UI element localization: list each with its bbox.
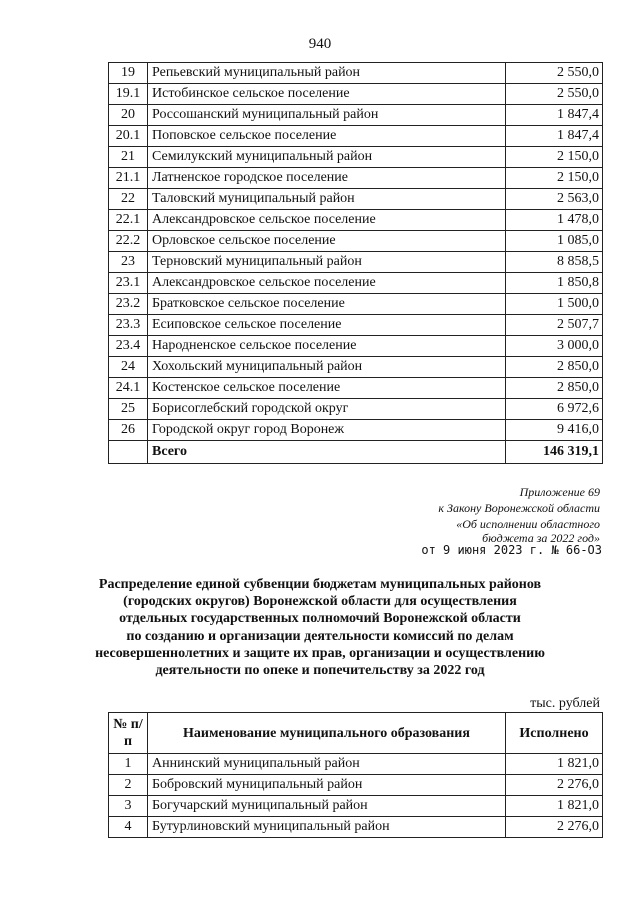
row-num-cell: 21.1 — [109, 168, 148, 189]
table-row — [109, 420, 603, 441]
appendix-line-1: Приложение 69 — [519, 485, 600, 499]
row-num-cell: 23.2 — [109, 294, 148, 315]
appendix-line-3: «Об исполнении областного — [456, 517, 600, 531]
title-line: несовершеннолетних и защите их прав, организации и осуществлению — [95, 645, 545, 661]
row-name-cell: Народненское сельское поселение — [148, 336, 506, 357]
row-num-cell: 24.1 — [109, 378, 148, 399]
title-line: отдельных государственных полномочий Воронежской области — [119, 611, 521, 627]
row-num-cell: 25 — [109, 399, 148, 420]
row-num-cell: 1 — [109, 754, 148, 775]
subvention-table — [108, 712, 603, 838]
table-header-row — [109, 713, 603, 754]
row-value-cell: 3 000,0 — [506, 336, 603, 357]
title-line: Распределение единой субвенции бюджетам муниципальных районов — [98, 577, 542, 592]
row-value-cell: 6 972,6 — [506, 399, 603, 420]
row-num-cell: 2 — [109, 775, 148, 796]
total-value: 146 319,1 — [506, 441, 603, 464]
row-name-cell: Братковское сельское поселение — [148, 294, 506, 315]
row-num-cell: 20.1 — [109, 126, 148, 147]
title-line: деятельности по опеке и попечительству за 2022 год — [155, 663, 485, 679]
total-row — [109, 441, 603, 464]
row-value-cell: 2 850,0 — [506, 378, 603, 399]
row-num-cell: 23 — [109, 252, 148, 273]
appendix-line-4: бюджета за 2022 год» — [482, 531, 600, 545]
row-value-cell: 2 550,0 — [506, 84, 603, 105]
table-row — [109, 147, 603, 168]
row-num-cell: 19 — [109, 63, 148, 84]
row-name-cell: Терновский муниципальный район — [148, 252, 506, 273]
row-name-cell: Александровское сельское поселение — [148, 210, 506, 231]
table-row — [109, 399, 603, 420]
row-num-cell: 24 — [109, 357, 148, 378]
row-name-cell: Аннинский муниципальный район — [148, 754, 506, 775]
row-num-cell: 22.2 — [109, 231, 148, 252]
row-name-cell: Таловский муниципальный район — [148, 189, 506, 210]
row-name-cell: Орловское сельское поселение — [148, 231, 506, 252]
subsidy-table-continuation — [108, 62, 603, 464]
row-value-cell: 2 563,0 — [506, 189, 603, 210]
units-label: тыс. рублей — [530, 696, 600, 711]
row-name-cell: Поповское сельское поселение — [148, 126, 506, 147]
table-row — [109, 189, 603, 210]
row-num-cell: 23.1 — [109, 273, 148, 294]
row-num-cell: 3 — [109, 796, 148, 817]
appendix-line-2: к Закону Воронежской области — [438, 501, 600, 515]
row-name-cell: Истобинское сельское поселение — [148, 84, 506, 105]
table-row — [109, 231, 603, 252]
row-value-cell: 1 478,0 — [506, 210, 603, 231]
row-num-cell: 20 — [109, 105, 148, 126]
row-value-cell: 2 550,0 — [506, 63, 603, 84]
document-title — [80, 576, 560, 679]
row-num-cell: 4 — [109, 817, 148, 838]
table-row — [109, 294, 603, 315]
row-name-cell: Хохольский муниципальный район — [148, 357, 506, 378]
row-num-cell: 21 — [109, 147, 148, 168]
row-name-cell: Латненское городское поселение — [148, 168, 506, 189]
row-name-cell: Борисоглебский городской округ — [148, 399, 506, 420]
header-name: Наименование муниципального образования — [148, 713, 506, 754]
row-value-cell: 1 821,0 — [506, 796, 603, 817]
row-value-cell: 8 858,5 — [506, 252, 603, 273]
table-row — [109, 775, 603, 796]
row-value-cell: 2 850,0 — [506, 357, 603, 378]
table-row — [109, 63, 603, 84]
row-value-cell: 2 150,0 — [506, 147, 603, 168]
title-line: по созданию и организации деятельности комиссий по делам — [126, 628, 514, 644]
row-num-cell: 23.3 — [109, 315, 148, 336]
row-name-cell: Богучарский муниципальный район — [148, 796, 506, 817]
row-name-cell: Репьевский муниципальный район — [148, 63, 506, 84]
table-row — [109, 357, 603, 378]
table-row — [109, 817, 603, 838]
title-line: (городских округов) Воронежской области для осуществления — [123, 594, 517, 610]
row-value-cell: 1 085,0 — [506, 231, 603, 252]
table-row — [109, 168, 603, 189]
row-value-cell: 1 847,4 — [506, 105, 603, 126]
row-num-cell: 19.1 — [109, 84, 148, 105]
row-num-cell: 23.4 — [109, 336, 148, 357]
table-row — [109, 336, 603, 357]
row-name-cell: Костенское сельское поселение — [148, 378, 506, 399]
row-value-cell: 2 276,0 — [506, 775, 603, 796]
row-value-cell: 1 500,0 — [506, 294, 603, 315]
page-number: 940 — [308, 36, 332, 52]
table-row — [109, 105, 603, 126]
row-name-cell: Александровское сельское поселение — [148, 273, 506, 294]
total-num-cell — [109, 441, 148, 464]
row-value-cell: 2 150,0 — [506, 168, 603, 189]
row-value-cell: 2 276,0 — [506, 817, 603, 838]
row-num-cell: 22 — [109, 189, 148, 210]
row-value-cell: 1 821,0 — [506, 754, 603, 775]
table-row — [109, 252, 603, 273]
row-name-cell: Семилукский муниципальный район — [148, 147, 506, 168]
table-row — [109, 273, 603, 294]
table-row — [109, 210, 603, 231]
row-value-cell: 9 416,0 — [506, 420, 603, 441]
row-name-cell: Есиповское сельское поселение — [148, 315, 506, 336]
table-row — [109, 796, 603, 817]
table-row — [109, 315, 603, 336]
table-row — [109, 378, 603, 399]
row-name-cell: Бобровский муниципальный район — [148, 775, 506, 796]
table-row — [109, 84, 603, 105]
total-label: Всего — [148, 441, 506, 464]
row-value-cell: 1 850,8 — [506, 273, 603, 294]
row-value-cell: 2 507,7 — [506, 315, 603, 336]
row-value-cell: 1 847,4 — [506, 126, 603, 147]
row-num-cell: 22.1 — [109, 210, 148, 231]
row-name-cell: Городской округ город Воронеж — [148, 420, 506, 441]
row-name-cell: Россошанский муниципальный район — [148, 105, 506, 126]
table-row — [109, 126, 603, 147]
law-reference: от 9 июня 2023 г. № 66-ОЗ — [421, 543, 602, 557]
row-num-cell: 26 — [109, 420, 148, 441]
table-row — [109, 754, 603, 775]
row-name-cell: Бутурлиновский муниципальный район — [148, 817, 506, 838]
header-value: Исполнено — [506, 713, 603, 754]
header-num: № п/п — [109, 713, 148, 754]
